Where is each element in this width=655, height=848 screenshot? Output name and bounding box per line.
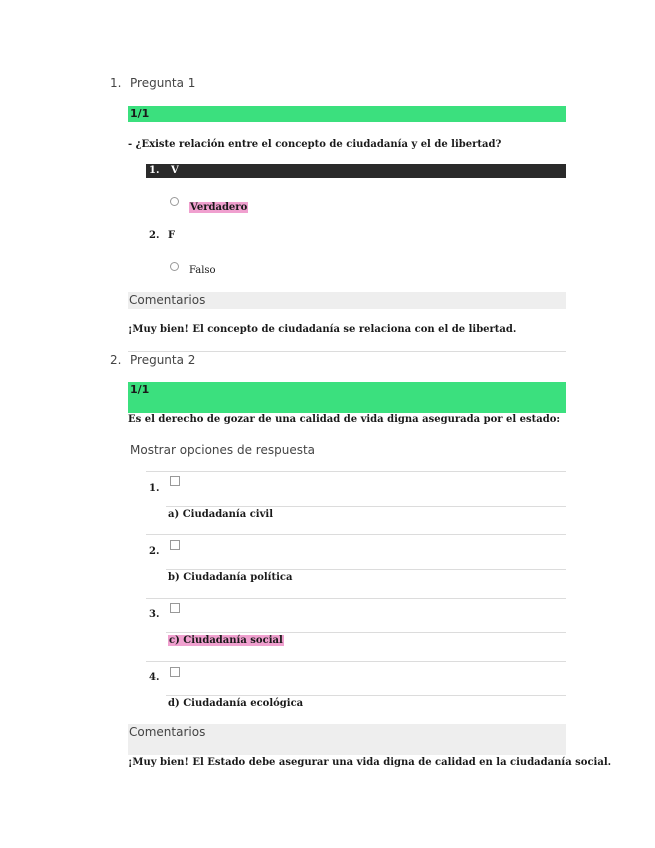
option-number: 2.	[149, 230, 160, 241]
answer-option-a: a) Ciudadanía civil	[168, 509, 273, 520]
option-number: 3.	[149, 609, 160, 620]
option-number: 1.	[149, 483, 160, 494]
checkbox-option-d[interactable]	[170, 667, 180, 677]
option-label: V	[170, 165, 179, 176]
divider	[146, 598, 566, 599]
comment-text: ¡Muy bien! El concepto de ciudadanía se relaciona con el de libertad.	[128, 324, 517, 335]
question-1-title: Pregunta 1	[130, 76, 196, 90]
answer-verdadero: Verdadero	[190, 202, 248, 213]
divider	[166, 506, 566, 507]
question-1-score	[128, 106, 566, 122]
score-value: 1/1	[130, 107, 150, 120]
answer-option-d: d) Ciudadanía ecológica	[168, 698, 304, 709]
divider	[128, 351, 566, 352]
question-2-prompt: Es el derecho de gozar de una calidad de vida digna asegurada por el estado:	[128, 414, 561, 425]
comments-label: Comentarios	[128, 724, 566, 755]
radio-falso[interactable]	[170, 262, 179, 271]
question-1-prompt: - ¿Existe relación entre el concepto de ciudadanía y el de libertad?	[128, 139, 502, 150]
option-label: F	[168, 230, 176, 241]
show-options-link[interactable]: Mostrar opciones de respuesta	[130, 443, 316, 457]
divider	[146, 534, 566, 535]
option-number: 4.	[149, 672, 160, 683]
divider	[146, 471, 566, 472]
radio-verdadero[interactable]	[170, 197, 179, 206]
divider	[166, 695, 566, 696]
option-v-header	[146, 164, 566, 178]
divider	[146, 661, 566, 662]
divider	[166, 632, 566, 633]
question-2-score	[128, 382, 566, 413]
score-value: 1/1	[130, 383, 150, 396]
checkbox-option-b[interactable]	[170, 540, 180, 550]
option-number: 2.	[149, 546, 160, 557]
answer-option-c: c) Ciudadanía social	[169, 635, 283, 646]
comment-text: ¡Muy bien! El Estado debe asegurar una vida digna de calidad en la ciudadanía social.	[128, 757, 612, 768]
question-2-title: Pregunta 2	[130, 353, 196, 367]
answer-falso: Falso	[189, 265, 216, 276]
comments-label: Comentarios	[128, 292, 566, 309]
question-1-number: 1.	[110, 76, 122, 90]
checkbox-option-c[interactable]	[170, 603, 180, 613]
answer-option-b: b) Ciudadanía política	[168, 572, 293, 583]
question-2-number: 2.	[110, 353, 122, 367]
checkbox-option-a[interactable]	[170, 476, 180, 486]
divider	[166, 569, 566, 570]
option-number: 1.	[149, 165, 160, 176]
